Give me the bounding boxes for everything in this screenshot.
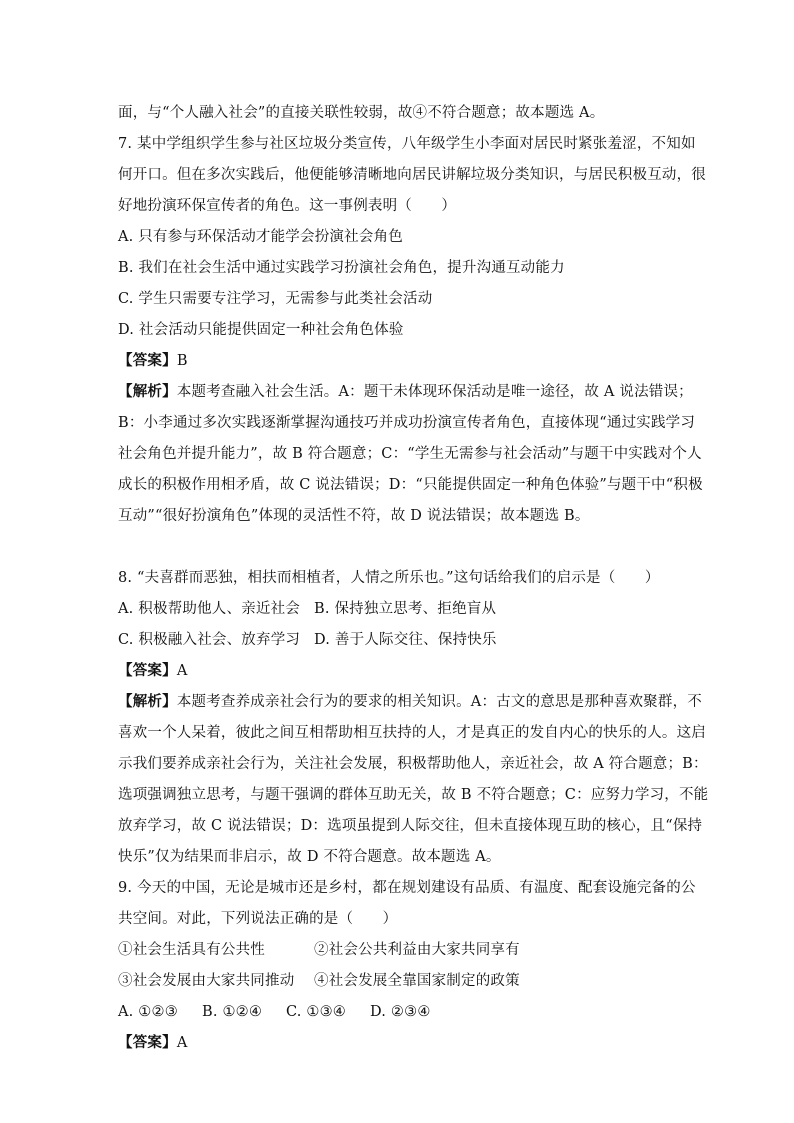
question-9-option-d: D. ②③④ xyxy=(370,1004,431,1020)
question-7-analysis: 成长的积极作用相矛盾，故 C 说法错误；D：“只能提供固定一种角色体验”与题干中“积极 xyxy=(118,477,703,493)
question-7-analysis: B：小李通过多次实践逐渐掌握沟通技巧并成功扮演宣传者角色，直接体现“通过实践学习 xyxy=(118,415,696,431)
question-8-options-row xyxy=(118,599,678,619)
question-8-analysis: 选项强调独立思考，与题干强调的群体互助无关，故 B 不符合题意；C：应努力学习，不能 xyxy=(118,787,709,803)
question-7-stem: 好地扮演环保宣传者的角色。这一事例表明（ ） xyxy=(118,198,457,214)
answer-tag: 【答案】 xyxy=(118,662,177,679)
statement-1: ①社会生活具有公共性 xyxy=(118,942,265,958)
question-9-stem: 9. 今天的中国，无论是城市还是乡村，都在规划建设有品质、有温度、配套设施完备的公 xyxy=(118,880,696,896)
question-8-analysis: 快乐”仅为结果而非启示，故 D 不符合题意。故本题选 A。 xyxy=(118,849,501,865)
question-8-options-row xyxy=(118,630,678,650)
question-7-stem: 7. 某中学组织学生参与社区垃圾分类宣传，八年级学生小李面对居民时紧张羞涩，不知如 xyxy=(118,136,696,152)
question-7-option-c: C. 学生只需要专注学习，无需参与此类社会活动 xyxy=(118,291,433,307)
question-8-option-d: D. 善于人际交往、保持快乐 xyxy=(314,632,497,648)
question-9-option-b: B. ①②④ xyxy=(202,1004,263,1020)
question-8-analysis: 放弃学习，故 C 说法错误；D：选项虽提到人际交往，但未直接体现互助的核心，且“保持 xyxy=(118,818,703,834)
question-9-statements-row xyxy=(118,940,678,960)
question-9-answer xyxy=(118,1033,678,1053)
question-7-analysis xyxy=(118,382,693,402)
question-9-stem: 共空间。对此，下列说法正确的是（ ） xyxy=(118,911,398,927)
question-8-analysis: 喜欢一个人呆着，彼此之间互相帮助相互扶持的人，才是真正的发自内心的快乐的人。这启 xyxy=(118,725,706,741)
question-8-analysis: 示我们要养成亲社会行为，关注社会发展，积极帮助他人，亲近社会，故 A 符合题意；B： xyxy=(118,756,708,772)
text-line: 面，与“个人融入社会”的直接关联性较弱，故④不符合题意；故本题选 A。 xyxy=(118,105,605,121)
question-8-option-a: A. 积极帮助他人、亲近社会 xyxy=(118,601,300,617)
question-9-options-row xyxy=(118,1002,678,1022)
statement-2: ②社会公共利益由大家共同享有 xyxy=(314,942,520,958)
analysis-text: 本题考查融入社会生活。A：题干未体现环保活动是唯一途径，故 A 说法错误； xyxy=(176,384,693,400)
question-8-option-c: C. 积极融入社会、放弃学习 xyxy=(118,632,301,648)
question-7-option-d: D. 社会活动只能提供固定一种社会角色体验 xyxy=(118,322,404,338)
question-9-statements-row xyxy=(118,971,678,991)
analysis-tag: 【解析】 xyxy=(118,693,177,710)
analysis-tag: 【解析】 xyxy=(118,383,177,400)
question-7-answer xyxy=(118,351,678,371)
statement-3: ③社会发展由大家共同推动 xyxy=(118,973,295,989)
answer-value: A xyxy=(176,663,188,679)
question-8-stem: 8. “夫喜群而恶独，相扶而相植者，人情之所乐也。”这句话给我们的启示是（ ） xyxy=(118,570,660,586)
answer-tag: 【答案】 xyxy=(118,1034,177,1051)
question-8-analysis xyxy=(118,692,702,712)
question-9-option-a: A. ①②③ xyxy=(118,1004,178,1020)
question-7-analysis: 互动”“很好扮演角色”体现的灵活性不符，故 D 说法错误；故本题选 B。 xyxy=(118,508,590,524)
question-7-analysis: 社会角色并提升能力”，故 B 符合题意；C：“学生无需参与社会活动”与题干中实践对个人 xyxy=(118,446,702,462)
answer-value: A xyxy=(176,1035,188,1051)
statement-4: ④社会发展全靠国家制定的政策 xyxy=(314,973,520,989)
question-7-option-b: B. 我们在社会生活中通过实践学习扮演社会角色，提升沟通互动能力 xyxy=(118,260,565,276)
question-7-stem: 何开口。但在多次实践后，他便能够清晰地向居民讲解垃圾分类知识，与居民积极互动，很 xyxy=(118,167,706,183)
question-8-answer xyxy=(118,661,678,681)
question-7-option-a: A. 只有参与环保活动才能学会扮演社会角色 xyxy=(118,229,403,245)
analysis-text: 本题考查养成亲社会行为的要求的相关知识。A：古文的意思是那种喜欢聚群，不 xyxy=(176,694,702,710)
question-9-option-c: C. ①③④ xyxy=(286,1004,346,1020)
answer-value: B xyxy=(176,353,188,369)
question-8-option-b: B. 保持独立思考、拒绝盲从 xyxy=(314,601,497,617)
answer-tag: 【答案】 xyxy=(118,352,177,369)
